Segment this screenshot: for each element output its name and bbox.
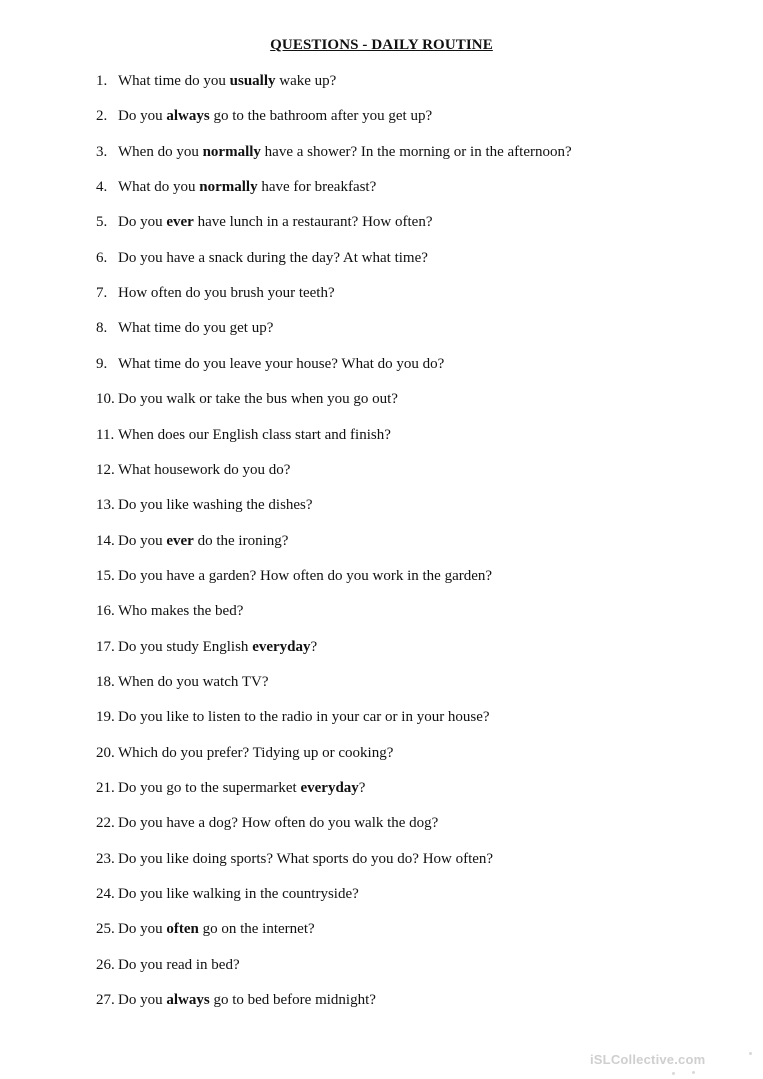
question-text: Do you like walking in the countryside? [118, 886, 359, 902]
emphasized-word: everyday [252, 639, 311, 655]
question-number: 13. [96, 497, 115, 513]
question-text: have a shower? In the morning or in the afternoon? [260, 144, 572, 160]
question-text: Do you read in bed? [118, 957, 240, 973]
question-text: Do you [118, 533, 167, 549]
question-number: 5. [96, 214, 108, 230]
question-text: Do you like washing the dishes? [118, 497, 313, 513]
question-text: ? [358, 780, 366, 796]
question-item [96, 673, 269, 691]
question-number: 19. [96, 709, 115, 725]
question-item [96, 779, 365, 797]
emphasized-word: normally [199, 179, 258, 195]
question-number: 6. [96, 250, 108, 266]
question-item [96, 991, 376, 1009]
question-item [96, 532, 288, 550]
question-text: When do you watch TV? [118, 674, 269, 690]
question-number: 21. [96, 780, 115, 796]
question-text: What housework do you do? [118, 462, 291, 478]
question-number: 27. [96, 992, 115, 1008]
question-text: go on the internet? [198, 921, 315, 937]
question-text: Who makes the bed? [118, 603, 244, 619]
question-item [96, 213, 432, 231]
question-item [96, 638, 317, 656]
question-item [96, 390, 398, 408]
watermark-dot [692, 1071, 695, 1074]
question-item [96, 744, 393, 762]
question-text: Do you go to the supermarket [118, 780, 301, 796]
question-number: 14. [96, 533, 115, 549]
question-text: What time do you get up? [118, 320, 274, 336]
question-text: Do you like to listen to the radio in your car or in your house? [118, 709, 490, 725]
question-text: How often do you brush your teeth? [118, 285, 335, 301]
question-text: Do you have a dog? How often do you walk the dog? [118, 815, 439, 831]
question-text: Do you [118, 921, 167, 937]
question-text: Do you like doing sports? What sports do you do? How often? [118, 851, 494, 867]
question-number: 7. [96, 285, 108, 301]
question-text: Do you walk or take the bus when you go out? [118, 391, 398, 407]
question-item [96, 850, 493, 868]
emphasized-word: normally [202, 144, 261, 160]
question-item [96, 956, 240, 974]
question-number: 25. [96, 921, 115, 937]
question-item [96, 107, 432, 125]
question-number: 3. [96, 144, 108, 160]
question-item [96, 708, 490, 726]
question-text: What time do you [118, 73, 230, 89]
question-text: What time do you leave your house? What do you do? [118, 356, 445, 372]
question-number: 22. [96, 815, 115, 831]
question-text: have lunch in a restaurant? How often? [193, 214, 433, 230]
question-text: Do you [118, 992, 167, 1008]
question-number: 8. [96, 320, 108, 336]
question-item [96, 355, 444, 373]
question-number: 23. [96, 851, 115, 867]
question-number: 4. [96, 179, 108, 195]
question-number: 24. [96, 886, 115, 902]
site-watermark: iSLCollective.com [590, 1052, 706, 1067]
question-text: ? [310, 639, 318, 655]
question-text: What do you [118, 179, 200, 195]
emphasized-word: ever [166, 214, 194, 230]
question-text: wake up? [275, 73, 337, 89]
question-text: Do you study English [118, 639, 253, 655]
question-number: 10. [96, 391, 115, 407]
question-item [96, 920, 315, 938]
emphasized-word: often [166, 921, 199, 937]
emphasized-word: always [166, 992, 210, 1008]
question-number: 1. [96, 73, 108, 89]
question-number: 12. [96, 462, 115, 478]
watermark-dot [749, 1052, 752, 1055]
question-number: 11. [96, 427, 115, 443]
question-text: do the ironing? [193, 533, 289, 549]
question-text: Do you [118, 108, 167, 124]
question-text: When do you [118, 144, 203, 160]
question-text: When does our English class start and finish? [118, 427, 391, 443]
question-text: have for breakfast? [257, 179, 377, 195]
emphasized-word: everyday [300, 780, 359, 796]
question-number: 17. [96, 639, 115, 655]
question-item [96, 602, 243, 620]
question-number: 9. [96, 356, 108, 372]
question-item [96, 426, 391, 444]
question-number: 15. [96, 568, 115, 584]
question-number: 26. [96, 957, 115, 973]
question-item [96, 72, 336, 90]
emphasized-word: usually [229, 73, 276, 89]
question-text: Do you have a snack during the day? At what time? [118, 250, 428, 266]
watermark-dot [672, 1072, 675, 1075]
question-item [96, 143, 572, 161]
question-text: Do you have a garden? How often do you work in the garden? [118, 568, 493, 584]
question-text: go to bed before midnight? [209, 992, 376, 1008]
question-item [96, 496, 313, 514]
question-number: 18. [96, 674, 115, 690]
question-number: 16. [96, 603, 115, 619]
question-item [96, 885, 359, 903]
question-text: Which do you prefer? Tidying up or cooking? [118, 745, 394, 761]
question-number: 2. [96, 108, 108, 124]
question-item [96, 814, 438, 832]
question-number: 20. [96, 745, 115, 761]
question-item [96, 319, 273, 337]
question-item [96, 567, 492, 585]
emphasized-word: always [166, 108, 210, 124]
worksheet-title: QUESTIONS - DAILY ROUTINE [270, 37, 493, 53]
question-item [96, 461, 290, 479]
emphasized-word: ever [166, 533, 194, 549]
question-text: Do you [118, 214, 167, 230]
question-item [96, 178, 376, 196]
question-text: go to the bathroom after you get up? [209, 108, 433, 124]
question-item [96, 284, 335, 302]
question-item [96, 249, 428, 267]
